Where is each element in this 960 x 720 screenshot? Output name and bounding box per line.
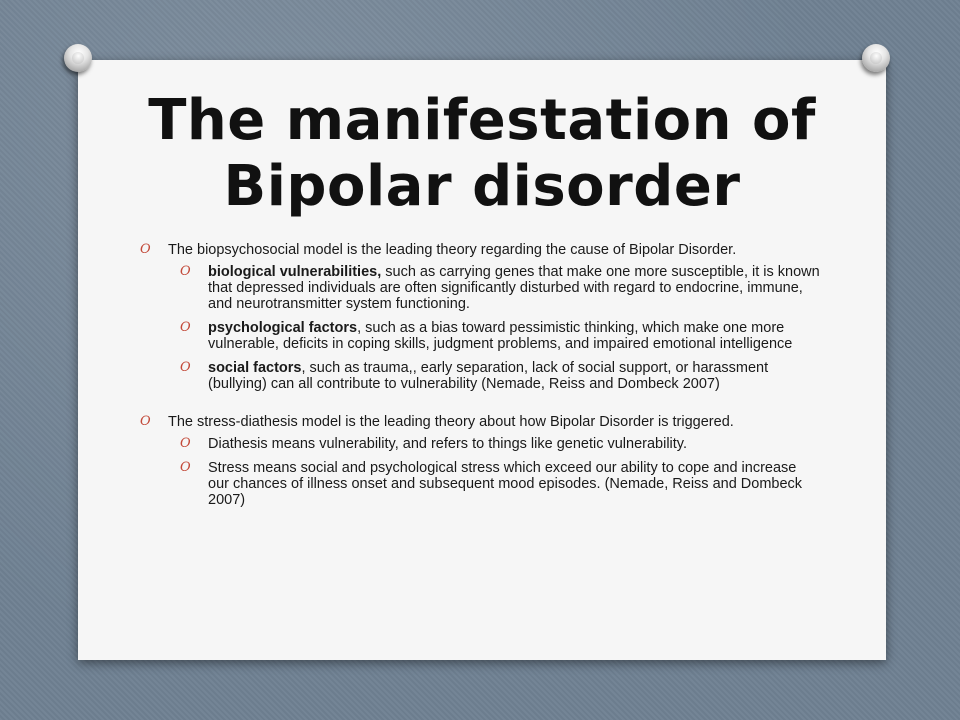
slide-title — [78, 88, 886, 220]
bullet-marker-icon: O — [180, 320, 191, 335]
bullet-marker-icon: O — [180, 264, 191, 279]
spacer — [140, 400, 820, 414]
bullet-text: The biopsychosocial model is the leading theory regarding the cause of Bipolar Disorder. — [168, 242, 737, 258]
bullet-marker-icon: O — [180, 436, 191, 451]
sub-bullet-lead: social factors — [208, 360, 302, 376]
sub-bullet-text: , such as a bias toward pessimistic thinking, which make one more vulnerable, deficits in coping skills, judgment problems, and impaired emotional intelligence — [208, 320, 793, 352]
sub-bullet-2-2 — [180, 460, 820, 508]
slide-card — [78, 60, 886, 660]
sub-bullet-lead: biological vulnerabilities, — [208, 264, 382, 280]
sub-bullet-1-2 — [180, 320, 820, 352]
sub-bullet-1-1 — [180, 264, 820, 312]
slide-body — [140, 242, 820, 516]
title-line-2: Bipolar disorder — [223, 154, 741, 219]
bullet-text: The stress-diathesis model is the leading theory about how Bipolar Disorder is triggered. — [168, 414, 734, 430]
title-line-1: The manifestation of — [148, 88, 816, 153]
sub-bullet-text: , such as trauma,, early separation, lack of social support, or harassment (bullying) can all contribute to vulnerability (Nemade, Reiss and Dombeck 2007) — [208, 360, 769, 392]
bullet-marker-icon: O — [180, 360, 191, 375]
bullet-marker-icon: O — [180, 460, 191, 475]
sub-bullet-text: such as carrying genes that make one more susceptible, it is known that depressed individuals are often significantly disturbed with regard to endocrine, immune, and neurotransmitter system functioning. — [208, 264, 820, 312]
bullet-point-1 — [140, 242, 820, 258]
sub-bullet-lead: psychological factors — [208, 320, 358, 336]
bullet-marker-icon: O — [140, 242, 151, 257]
sub-bullet-1-3 — [180, 360, 820, 392]
bullet-point-2 — [140, 414, 820, 430]
sub-bullet-2-1 — [180, 436, 820, 452]
sub-bullet-text: Stress means social and psychological stress which exceed our ability to cope and increase our chances of illness onset and subsequent mood episodes. (Nemade, Reiss and Dombeck 2007) — [208, 460, 803, 508]
sub-bullet-text: Diathesis means vulnerability, and refers to things like genetic vulnerability. — [208, 436, 688, 452]
bullet-marker-icon: O — [140, 414, 151, 429]
